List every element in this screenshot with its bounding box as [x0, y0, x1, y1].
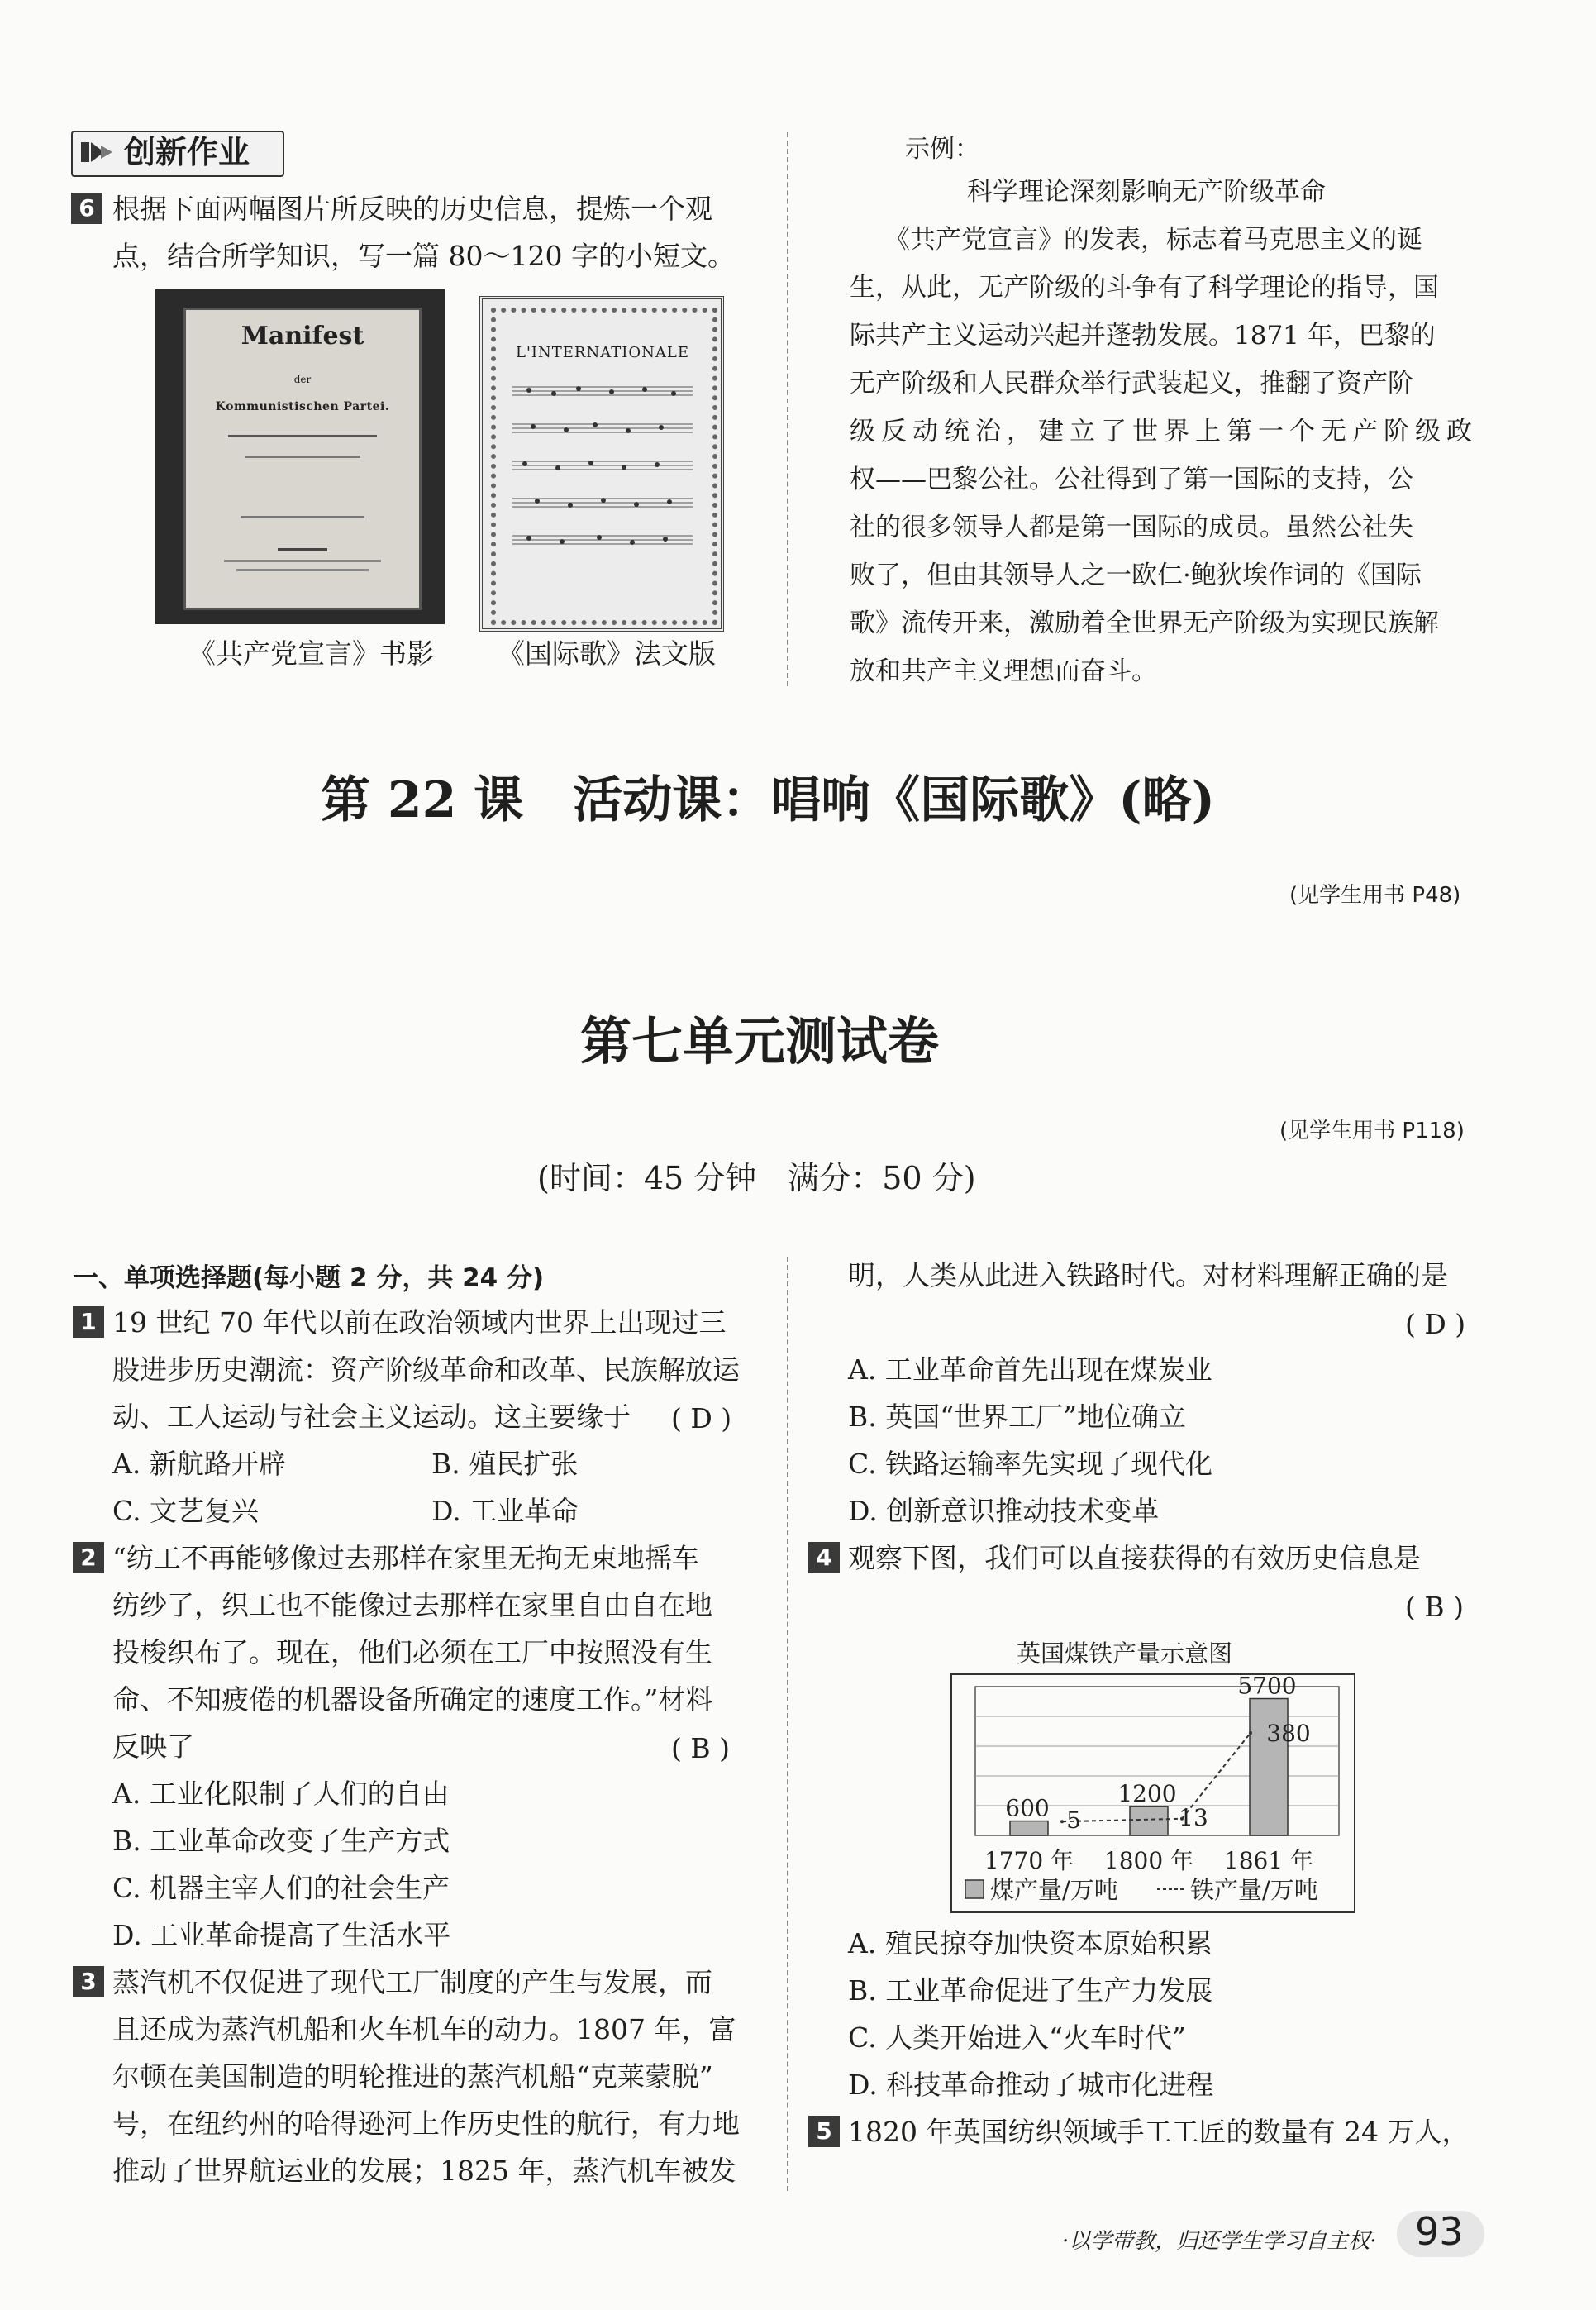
image-caption-internationale: 《国际歌》法文版: [498, 637, 716, 670]
question-6-line-2: 点，结合所学知识，写一篇 80～120 字的小短文。: [112, 240, 735, 272]
question-3-line-1: 蒸汽机不仅促进了现代工厂制度的产生与发展，而: [112, 1966, 712, 1998]
question-2-line-3: 投梭织布了。现在，他们必须在工厂中按照没有生: [112, 1636, 712, 1668]
question-1-option-c: C. 文艺复兴: [112, 1495, 260, 1527]
question-2-option-d: D. 工业革命提高了生活水平: [112, 1919, 451, 1951]
section-label: 创新作业: [124, 134, 250, 170]
question-4-option-d: D. 科技革命推动了城市化进程: [848, 2069, 1214, 2101]
coal-bar: [1130, 1806, 1168, 1835]
legend-coal-label: 煤产量/万吨: [990, 1876, 1118, 1904]
coal-data-label: 1200: [1117, 1780, 1177, 1808]
manifesto-cover-image: [155, 289, 445, 624]
question-4-option-a: A. 殖民掠夺加快资本原始积累: [848, 1927, 1212, 1959]
internationale-title: L'INTERNATIONALE: [516, 344, 689, 361]
coal-iron-chart: [950, 1673, 1355, 1913]
question-number-6: 6: [71, 193, 102, 224]
legend-coal-swatch: [965, 1880, 984, 1898]
question-number-2: 2: [73, 1542, 104, 1573]
question-1-line-2: 股进步历史潮流：资产阶级革命和改革、民族解放运: [112, 1353, 740, 1386]
iron-data-label: 5: [1066, 1806, 1081, 1835]
question-number-1: 1: [73, 1306, 104, 1338]
coal-data-label: 600: [1005, 1794, 1050, 1822]
example-title: 科学理论深刻影响无产阶级革命: [967, 177, 1326, 207]
example-line-6: 权——巴黎公社。公社得到了第一国际的支持，公: [850, 465, 1413, 494]
question-4-option-c: C. 人类开始进入“火车时代”: [848, 2021, 1186, 2054]
question-1-answer: ( D ): [671, 1402, 732, 1434]
question-number-5: 5: [808, 2116, 840, 2147]
question-2-line-1: “纺工不再能够像过去那样在家里无拘无束地摇车: [112, 1542, 699, 1574]
question-3-option-d: D. 创新意识推动技术变革: [848, 1495, 1160, 1527]
question-number-3: 3: [73, 1966, 104, 1997]
lesson-title: 第 22 课 活动课：唱响《国际歌》(略): [321, 771, 1216, 829]
question-1-option-d: D. 工业革命: [431, 1495, 579, 1527]
question-2-option-b: B. 工业革命改变了生产方式: [112, 1825, 450, 1857]
question-1-option-a: A. 新航路开辟: [112, 1448, 286, 1480]
section-heading: 一、单项选择题(每小题 2 分，共 24 分): [73, 1263, 545, 1293]
music-staff-icon: [512, 370, 693, 585]
question-3-option-c: C. 铁路运输率先实现了现代化: [848, 1448, 1213, 1480]
iron-data-label: 13: [1179, 1803, 1208, 1831]
manifesto-title: Manifest: [241, 322, 364, 351]
manifesto-subtitle: Kommunistischen Partei.: [215, 400, 390, 413]
unit-test-time-info: (时间：45 分钟 满分：50 分): [537, 1160, 976, 1196]
question-3-option-b: B. 英国“世界工厂”地位确立: [848, 1401, 1186, 1433]
coal-data-label: 5700: [1237, 1673, 1297, 1700]
internationale-score-image: [479, 296, 724, 632]
question-5-line: 1820 年英国纺织领域手工工匠的数量有 24 万人，: [848, 2116, 1470, 2148]
manifesto-der: der: [293, 374, 312, 385]
question-3-line-3: 尔顿在美国制造的明轮推进的蒸汽机船“克莱蒙脱”: [112, 2060, 713, 2093]
question-3-answer: ( D ): [1405, 1308, 1466, 1340]
example-line-10: 放和共产主义理想而奋斗。: [850, 656, 1157, 686]
image-caption-manifesto: 《共产党宣言》书影: [188, 637, 434, 670]
question-3-line-4: 号，在纽约州的哈得逊河上作历史性的航行，有力地: [112, 2107, 740, 2140]
unit-test-ref: (见学生用书 P118): [1279, 1119, 1465, 1143]
question-2-option-a: A. 工业化限制了人们的自由: [112, 1778, 450, 1810]
example-line-2: 生，从此，无产阶级的斗争有了科学理论的指导，国: [850, 273, 1439, 303]
example-line-9: 歌》流传开来，激励着全世界无产阶级为实现民族解: [850, 609, 1439, 638]
question-1-line-3: 动、工人运动与社会主义运动。这主要缘于: [112, 1401, 631, 1433]
example-line-4: 无产阶级和人民群众举行武装起义，推翻了资产阶: [850, 369, 1413, 399]
question-2-line-2: 纺纱了，织工也不能像过去那样在家里自由自在地: [112, 1589, 712, 1621]
question-6-line-1: 根据下面两幅图片所反映的历史信息，提炼一个观: [112, 193, 712, 225]
question-1-option-b: B. 殖民扩张: [431, 1448, 579, 1480]
question-4-answer: ( B ): [1405, 1591, 1464, 1623]
question-2-line-4: 命、不知疲倦的机器设备所确定的速度工作。”材料: [112, 1683, 713, 1716]
example-line-7: 社的很多领导人都是第一国际的成员。虽然公社失: [850, 513, 1413, 542]
question-4-line: 观察下图，我们可以直接获得的有效历史信息是: [848, 1542, 1421, 1574]
lesson-ref: (见学生用书 P48): [1289, 883, 1461, 908]
column-divider-top: [787, 132, 788, 686]
question-3-line-2: 且还成为蒸汽机船和火车机车的动力。1807 年，富: [112, 2013, 736, 2045]
question-3-option-a: A. 工业革命首先出现在煤炭业: [848, 1353, 1212, 1386]
example-label: 示例：: [905, 135, 979, 164]
page-number: 93: [1415, 2209, 1464, 2254]
question-4-option-b: B. 工业革命促进了生产力发展: [848, 1974, 1213, 2007]
question-3-line-5: 推动了世界航运业的发展；1825 年，蒸汽机车被发: [112, 2155, 736, 2187]
iron-point: [1060, 1820, 1064, 1823]
question-3-continuation: 明，人类从此进入铁路时代。对材料理解正确的是: [848, 1259, 1448, 1291]
example-line-1: 《共产党宣言》的发表，标志着马克思主义的诞: [884, 225, 1422, 255]
question-2-option-c: C. 机器主宰人们的社会生产: [112, 1872, 450, 1904]
example-line-8: 败了，但由其领导人之一欧仁·鲍狄埃作词的《国际: [850, 561, 1422, 590]
question-2-line-5: 反映了: [112, 1730, 194, 1763]
coal-bar: [1010, 1821, 1048, 1835]
column-divider-bottom: [787, 1257, 788, 2191]
iron-point: [1249, 1731, 1252, 1735]
unit-test-title: 第七单元测试卷: [580, 1011, 940, 1071]
question-number-4: 4: [808, 1542, 840, 1573]
footer-slogan: ·以学带教，归还学生学习自主权·: [1062, 2229, 1377, 2254]
x-tick-label: 1770 年: [984, 1847, 1074, 1874]
chart-title: 英国煤铁产量示意图: [1017, 1639, 1233, 1668]
x-tick-label: 1800 年: [1103, 1847, 1194, 1874]
question-1-line-1: 19 世纪 70 年代以前在政治领域内世界上出现过三: [112, 1306, 727, 1339]
example-line-3: 际共产主义运动兴起并蓬勃发展。1871 年，巴黎的: [850, 321, 1436, 351]
question-2-answer: ( B ): [671, 1732, 730, 1764]
x-tick-label: 1861 年: [1223, 1847, 1314, 1874]
arrow-icon: [79, 137, 116, 170]
iron-data-label: 380: [1266, 1720, 1311, 1747]
example-line-5: 级反动统治，建立了世界上第一个无产阶级政: [850, 417, 1478, 446]
legend-iron-label: 铁产量/万吨: [1190, 1876, 1318, 1904]
